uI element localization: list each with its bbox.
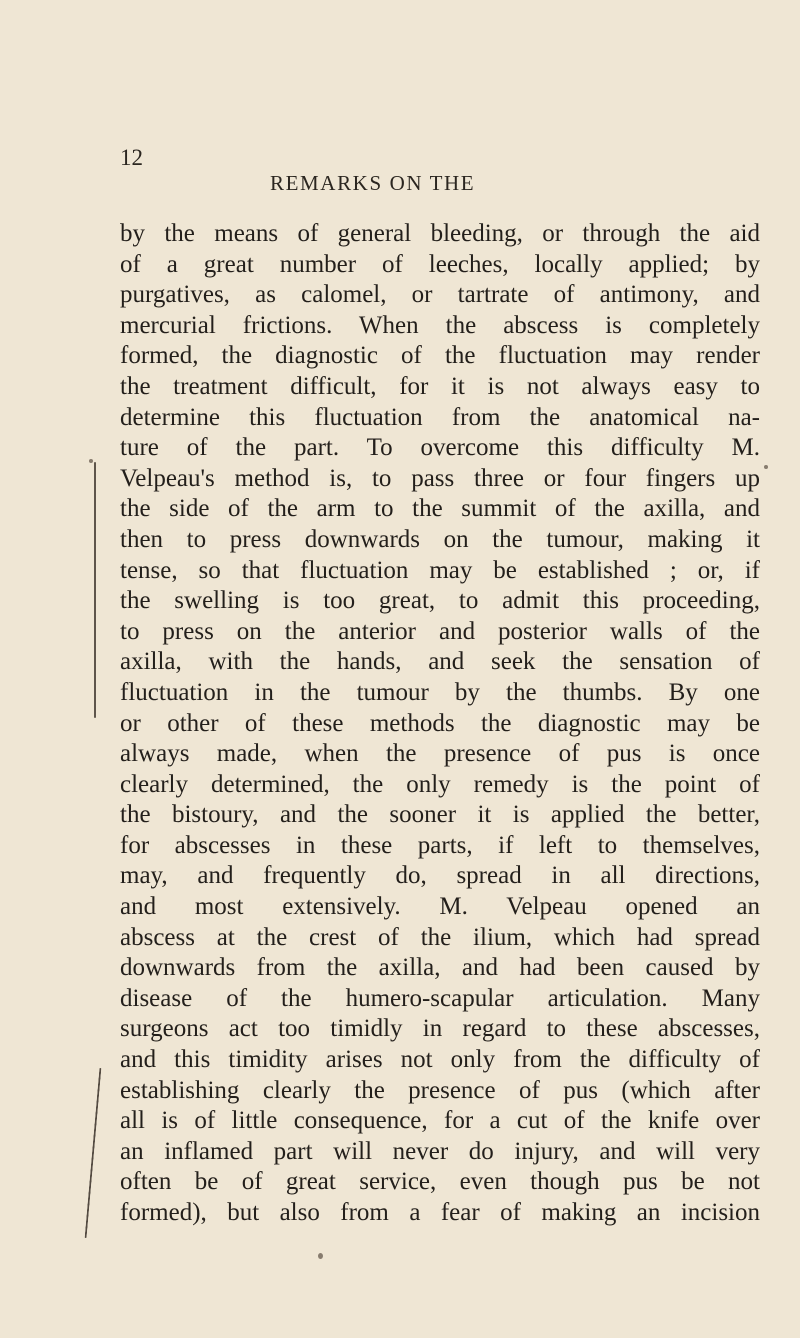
text-line: of a great number of leeches, locally applied; by: [120, 250, 760, 278]
text-line: always made, when the presence of pus is once: [120, 740, 760, 768]
text-line: the bistoury, and the sooner it is applied the better,: [120, 801, 760, 829]
text-line: formed, the diagnostic of the fluctuation may render: [120, 342, 760, 370]
text-line: establishing clearly the presence of pus (which after: [120, 1076, 760, 1104]
paper-speck: [89, 459, 93, 463]
text-line: by the means of general bleeding, or through the aid: [120, 220, 760, 247]
text-line: for abscesses in these parts, if left to themselves,: [120, 831, 760, 859]
page-number: 12: [120, 145, 143, 170]
text-line: an inflamed part will never do injury, and will very: [120, 1137, 760, 1165]
text-line: determine this fluctuation from the anatomical na-: [120, 403, 760, 431]
text-line: and most extensively. M. Velpeau opened an: [120, 893, 760, 921]
text-line: and this timidity arises not only from the difficulty of: [120, 1046, 760, 1074]
text-line: disease of the humero-scapular articulation. Many: [120, 984, 760, 1012]
text-line: then to press downwards on the tumour, making it: [120, 525, 760, 553]
text-line: axilla, with the hands, and seek the sensation of: [120, 648, 760, 676]
text-line: all is of little consequence, for a cut of the knife over: [120, 1107, 760, 1135]
text-line: clearly determined, the only remedy is the point of: [120, 770, 760, 798]
text-line: to press on the anterior and posterior walls of the: [120, 617, 760, 645]
running-head: REMARKS ON THE: [270, 171, 476, 195]
body-text: [120, 219, 760, 1229]
text-line: the treatment difficult, for it is not always easy to: [120, 372, 760, 400]
text-line: purgatives, as calomel, or tartrate of antimony, and: [120, 281, 760, 309]
text-line: often be of great service, even though pus be not: [120, 1168, 760, 1196]
text-line: or other of these methods the diagnostic may be: [120, 709, 760, 737]
margin-pencil-mark: [94, 462, 96, 718]
text-line: may, and frequently do, spread in all directions,: [120, 862, 760, 890]
margin-pencil-mark: [85, 1068, 102, 1238]
text-line: fluctuation in the tumour by the thumbs. By one: [120, 678, 760, 706]
text-line: the side of the arm to the summit of the axilla, and: [120, 495, 760, 523]
text-line: tense, so that fluctuation may be established ; or, if: [120, 556, 760, 584]
paper-speck: [318, 1253, 323, 1259]
paper-speck: [764, 465, 768, 469]
text-line: abscess at the crest of the ilium, which had spread: [120, 923, 760, 951]
text-line: Velpeau's method is, to pass three or four fingers up: [120, 464, 760, 492]
text-line: downwards from the axilla, and had been caused by: [120, 954, 760, 982]
text-line: the swelling is too great, to admit this proceeding,: [120, 587, 760, 615]
text-line: ture of the part. To overcome this difficulty M.: [120, 434, 760, 462]
text-line: surgeons act too timidly in regard to these abscesses,: [120, 1015, 760, 1043]
text-line: mercurial frictions. When the abscess is completely: [120, 311, 760, 339]
text-line: formed), but also from a fear of making an incision: [120, 1199, 760, 1226]
